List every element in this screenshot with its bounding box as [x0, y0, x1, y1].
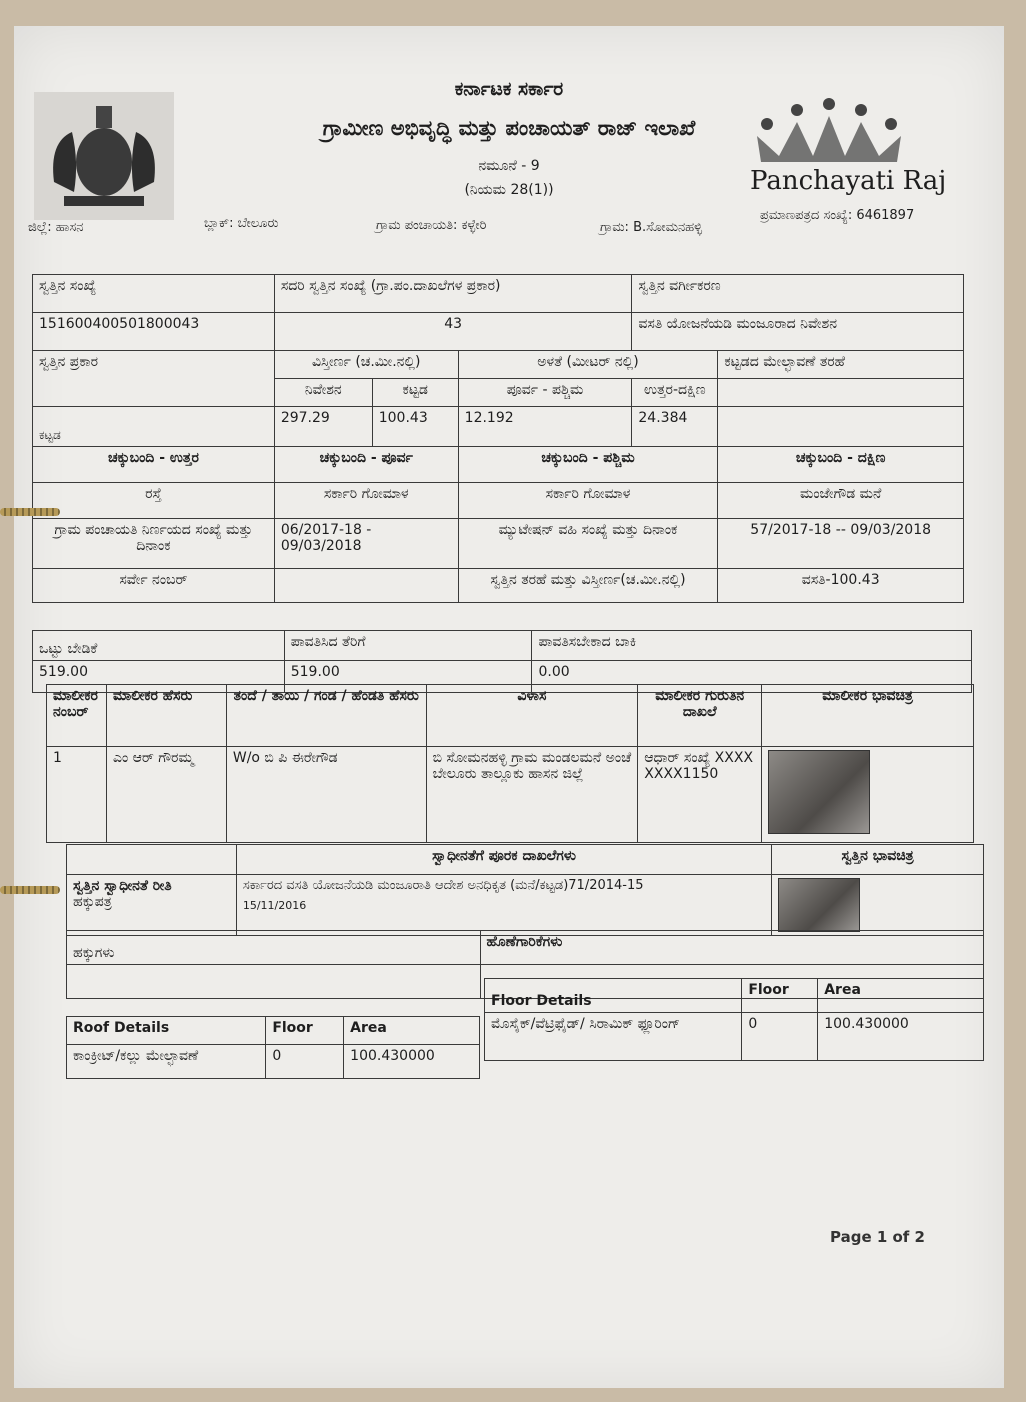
- rule-number: (ನಿಯಮ 28(1)): [464, 182, 554, 198]
- property-details-table: [32, 274, 964, 603]
- owner-number: 1: [47, 747, 107, 843]
- owner-id: ಆಧಾರ್ ಸಂಖ್ಯೆ XXXXXXXX1150: [638, 747, 762, 843]
- balance-due: 0.00: [532, 661, 972, 693]
- property-number: 151600400501800043: [33, 313, 275, 351]
- property-type: ಕಟ್ಟಡ: [33, 407, 275, 447]
- roof-area: 100.430000: [344, 1045, 480, 1079]
- boundary-south: ಮಂಜೇಗೌಡ ಮನೆ: [718, 483, 964, 519]
- header-east-west: ಪೂರ್ವ - ಪಶ್ಚಿಮ: [458, 379, 632, 407]
- owner-name: ಎಂ ಆರ್ ಗೌರಮ್ಮ: [106, 747, 226, 843]
- header-rights: ಹಕ್ಕುಗಳು: [67, 931, 481, 965]
- block: ಬ್ಲಾಕ್: ಬೇಲೂರು: [204, 216, 279, 231]
- east-west: 12.192: [458, 407, 632, 447]
- header-prop-type-area: ಸ್ವತ್ತಿನ ತರಹೆ ಮತ್ತು ವಿಸ್ತೀರ್ಣ(ಚ.ಮೀ.ನಲ್ಲಿ): [458, 569, 718, 603]
- roof-floor: 0: [266, 1045, 344, 1079]
- floor-area-header: Area: [818, 979, 984, 1013]
- gram-panchayat: ಗ್ರಾಮ ಪಂಚಾಯತಿ: ಕಳ್ಳೇರಿ: [376, 218, 487, 233]
- header-property-photo: ಸ್ವತ್ತಿನ ಭಾವಚಿತ್ರ: [772, 845, 984, 875]
- header-mutation: ಮ್ಯುಟೇಷನ್ ವಹಿ ಸಂಖ್ಯೆ ಮತ್ತು ದಿನಾಂಕ: [458, 519, 718, 569]
- boundary-west: ಸರ್ಕಾರಿ ಗೋಮಾಳ: [458, 483, 718, 519]
- ownership-docs: ಸರ್ಕಾರದ ವಸತಿ ಯೋಜನೆಯಡಿ ಮಂಜೂರಾತಿ ಆದೇಶ ಅನಧಿಕೃತ (ಮನೆ/ಕಟ್ಟಡ)71/2014-15: [242, 878, 644, 893]
- owner-table: [46, 684, 974, 843]
- district: ಜಿಲ್ಲೆ: ಹಾಸನ: [28, 220, 84, 235]
- dept-title: ಗ್ರಾಮೀಣ ಅಭಿವೃದ್ಧಿ ಮತ್ತು ಪಂಚಾಯತ್ ರಾಜ್ ಇಲಾಖೆ: [322, 116, 696, 140]
- property-photo: [778, 878, 860, 932]
- document-page: [14, 26, 1004, 1388]
- header-balance-due: ಪಾವತಿಸಬೇಕಾದ ಬಾಕಿ: [532, 631, 972, 661]
- header-boundary-west: ಚಕ್ಕುಬಂದಿ - ಪಶ್ಚಿಮ: [458, 447, 718, 483]
- roof-floor-header: Floor: [266, 1017, 344, 1045]
- north-south: 24.384: [632, 407, 718, 447]
- header-roof-type: ಕಟ್ಟಡದ ಮೇಲ್ಛಾವಣೆ ತರಹೆ: [718, 351, 964, 379]
- floor-floor-header: Floor: [742, 979, 818, 1013]
- header-sadari: ಸದರಿ ಸ್ವತ್ತಿನ ಸಂಖ್ಯೆ (ಗ್ರಾ.ಪಂ.ದಾಖಲೆಗಳ ಪ್ರಕಾರ): [274, 275, 632, 313]
- header-prop-no: ಸ್ವತ್ತಿನ ಸಂಖ್ಯೆ: [33, 275, 275, 313]
- header-total-demand: ಒಟ್ಟು ಬೇಡಿಕೆ: [33, 631, 285, 661]
- header-owner-no: ಮಾಲೀಕರ ನಂಬರ್: [47, 685, 107, 747]
- ownership-table: [66, 844, 984, 936]
- header-building: ಕಟ್ಟಡ: [372, 379, 458, 407]
- boundary-east: ಸರ್ಕಾರಿ ಗೋಮಾಳ: [274, 483, 458, 519]
- owner-photo-cell: [762, 747, 974, 843]
- roof-type: ಕಾಂಕ್ರೀಟ್/ಕಲ್ಲು ಮೇಲ್ಛಾವಣೆ: [67, 1045, 266, 1079]
- header-gp-resolution: ಗ್ರಾಮ ಪಂಚಾಯತಿ ನಿರ್ಣಯದ ಸಂಖ್ಯೆ ಮತ್ತು ದಿನಾಂಕ: [33, 519, 275, 569]
- binder-ring: [0, 508, 60, 516]
- gp-resolution: 06/2017-18 - 09/03/2018: [274, 519, 458, 569]
- header-boundary-north: ಚಕ್ಕುಬಂದಿ - ಉತ್ತರ: [33, 447, 275, 483]
- floor-table: [484, 978, 984, 1061]
- ownership-docs-cell: [236, 875, 771, 936]
- roof-area-header: Area: [344, 1017, 480, 1045]
- header-ownership-docs: ಸ್ವಾಧೀನತೆಗೆ ಪೂರಕ ದಾಖಲೆಗಳು: [236, 845, 771, 875]
- mutation: 57/2017-18 -- 09/03/2018: [718, 519, 964, 569]
- header-owner-name: ಮಾಲೀಕರ ಹೆಸರು: [106, 685, 226, 747]
- owner-photo: [768, 750, 870, 834]
- gov-title: ಕರ್ನಾಟಕ ಸರ್ಕಾರ: [454, 78, 564, 100]
- binder-ring: [0, 886, 60, 894]
- survey-number: [274, 569, 458, 603]
- header-type: ಸ್ವತ್ತಿನ ಪ್ರಕಾರ: [33, 351, 275, 407]
- owner-address: ಬಿ ಸೋಮನಹಳ್ಳಿ ಗ್ರಾಮ ಮಂಡಲಮನೆ ಅಂಚೆ ಬೇಲೂರು ತಾಲ್ಲೂಕು ಹಾಸನ ಜಿಲ್ಲೆ: [426, 747, 638, 843]
- tax-paid: 519.00: [284, 661, 532, 693]
- header-classification: ಸ್ವತ್ತಿನ ವರ್ಗೀಕರಣ: [632, 275, 964, 313]
- header-relation: ತಂದೆ / ತಾಯಿ / ಗಂಡ / ಹೆಂಡತಿ ಹೆಸರು: [226, 685, 426, 747]
- floor-area: 100.430000: [818, 1013, 984, 1061]
- header-id-doc: ಮಾಲೀಕರ ಗುರುತಿನ ದಾಖಲೆ: [638, 685, 762, 747]
- header-tax-paid: ಪಾವತಿಸಿದ ತೆರಿಗೆ: [284, 631, 532, 661]
- karnataka-emblem-icon: [34, 92, 174, 220]
- form-number: ನಮೂನೆ - 9: [478, 158, 540, 174]
- floor-title: Floor Details: [485, 979, 742, 1013]
- header-site: ನಿವೇಶನ: [274, 379, 372, 407]
- header-area: ವಿಸ್ತೀರ್ಣ (ಚ.ಮೀ.ನಲ್ಲಿ): [274, 351, 458, 379]
- header-address: ವಿಳಾಸ: [426, 685, 638, 747]
- roof-title: Roof Details: [67, 1017, 266, 1045]
- ownership-docs-date: 15/11/2016: [242, 899, 307, 912]
- sadari-number: 43: [274, 313, 632, 351]
- ownership-mode-label: ಸ್ವತ್ತಿನ ಸ್ವಾಧೀನತೆ ರೀತಿ: [73, 878, 172, 894]
- floor-floor: 0: [742, 1013, 818, 1061]
- village: ಗ್ರಾಮ: B.ಸೋಮನಹಳ್ಳಿ: [600, 220, 703, 235]
- property-type-area: ವಸತಿ-100.43: [718, 569, 964, 603]
- header-liabilities: ಹೊಣೆಗಾರಿಕೆಗಳು: [480, 931, 983, 965]
- header-boundary-south: ಚಕ್ಕುಬಂದಿ - ದಕ್ಷಿಣ: [718, 447, 964, 483]
- classification: ವಸತಿ ಯೋಜನೆಯಡಿ ಮಂಜೂರಾದ ನಿವೇಶನ: [632, 313, 964, 351]
- site-area: 297.29: [274, 407, 372, 447]
- relation-name: W/o ಬಿ ಪಿ ಈರೇಗೌಡ: [226, 747, 426, 843]
- floor-type: ಮೊಸೈಕ್/ವೆಟ್ರಿಫೈಡ್/ ಸಿರಾಮಿಕ್ ಫ್ಲೂರಿಂಗ್: [485, 1013, 742, 1061]
- ownership-mode: ಹಕ್ಕುಪತ್ರ: [73, 894, 112, 910]
- certificate-number: ಪ್ರಮಾಣಪತ್ರದ ಸಂಖ್ಯೆ: 6461897: [760, 208, 915, 223]
- boundary-north: ರಸ್ತೆ: [33, 483, 275, 519]
- header-owner-photo: ಮಾಲೀಕರ ಭಾವಚಿತ್ರ: [762, 685, 974, 747]
- header-boundary-east: ಚಕ್ಕುಬಂದಿ - ಪೂರ್ವ: [274, 447, 458, 483]
- header-north-south: ಉತ್ತರ-ದಕ್ಷಿಣ: [632, 379, 718, 407]
- logo-text: Panchayati Raj: [750, 166, 947, 196]
- building-area: 100.43: [372, 407, 458, 447]
- header-survey: ಸರ್ವೇ ನಂಬರ್: [33, 569, 275, 603]
- roof-table: [66, 1016, 480, 1079]
- header-dimensions: ಅಳತೆ (ಮೀಟರ್ ನಲ್ಲಿ): [458, 351, 718, 379]
- property-photo-cell: [772, 875, 984, 936]
- page-number: Page 1 of 2: [830, 1228, 925, 1246]
- header-ownership-mode: [67, 875, 237, 936]
- total-demand: 519.00: [33, 661, 285, 693]
